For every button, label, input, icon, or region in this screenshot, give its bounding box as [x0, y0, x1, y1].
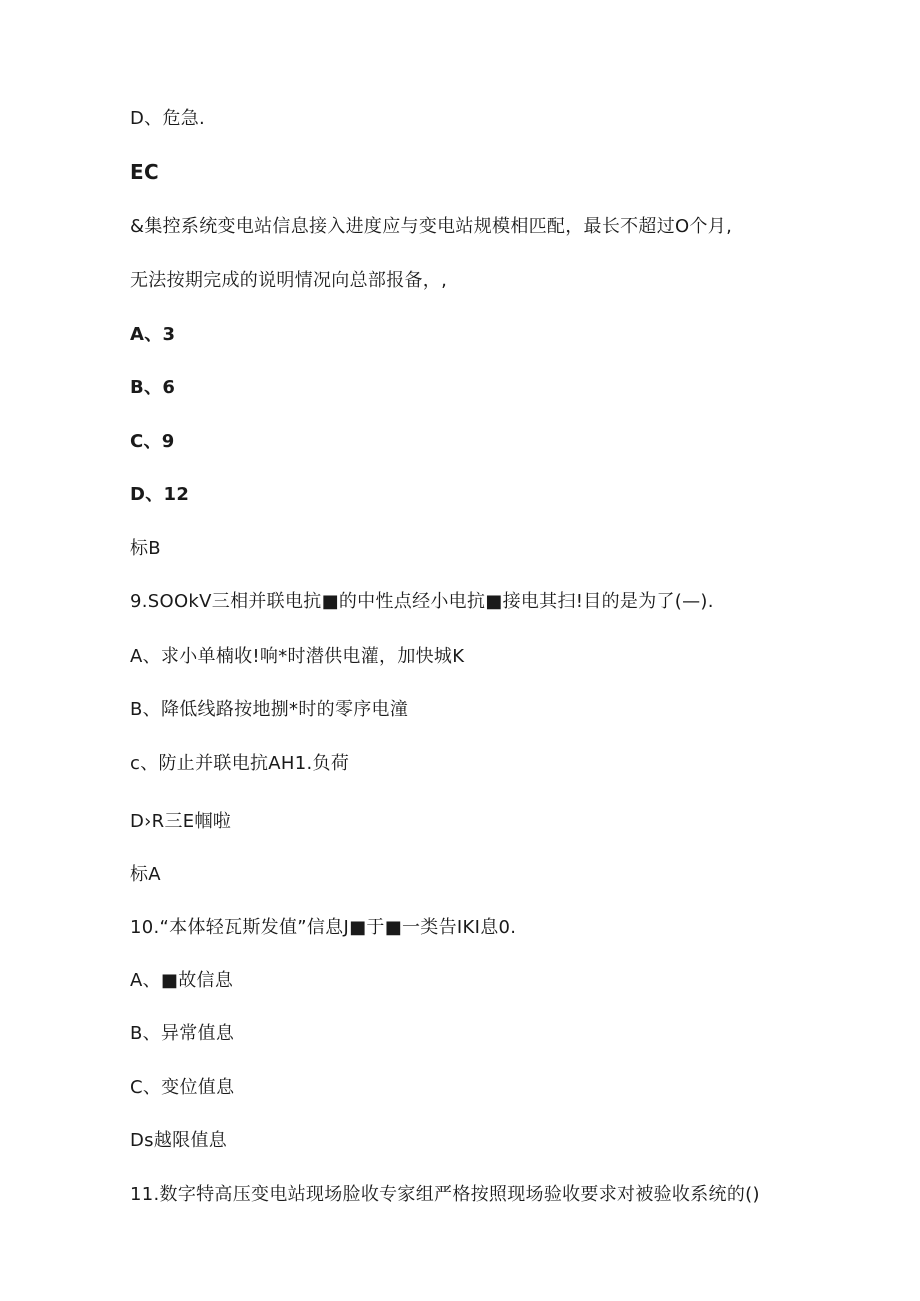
question-8-text-line-1: &集控系统变电站信息接入进度应与变电站规模相匹配，最长不超过O个月,: [130, 216, 733, 237]
question-11-text: 11.数字特高压变电站现场脸收专家组严格按照现场验收要求对被验收系统的(): [130, 1184, 760, 1205]
option-d-q8: D、12: [130, 484, 190, 505]
option-b-q8: B、6: [130, 377, 176, 398]
question-9-text: 9.SOOkV三相并联电抗■的中性点经小电抗■接电其扫!目的是为了(—).: [130, 591, 714, 612]
option-c-q8: C、9: [130, 431, 175, 452]
answer-q9: 标A: [130, 864, 161, 885]
option-c-q10: C、变位值息: [130, 1077, 235, 1098]
answer-q7: EC: [130, 160, 159, 184]
option-a-q8: A、3: [130, 324, 176, 345]
option-b-q10: B、异常值息: [130, 1023, 235, 1044]
option-b-q9: B、降低线路按地捌*时的零序电潼: [130, 699, 409, 720]
question-10-text: 10.“本体轻瓦斯发值”信息J■于■一类告IKI息0.: [130, 917, 517, 938]
option-d-q10: Ds越限值息: [130, 1130, 228, 1151]
option-d-q7: D、危急.: [130, 108, 206, 129]
option-c-q9: c、防止并联电抗AH1.负荷: [130, 753, 350, 774]
option-a-q9: A、求小单楠收!响*时潜供电灌，加快城K: [130, 646, 465, 667]
option-a-q10: A、■故信息: [130, 970, 234, 991]
option-d-q9: D›R三E帼啦: [130, 811, 232, 832]
question-8-text-line-2: 无法按期完成的说明情况向总部报备，,: [130, 270, 448, 291]
answer-q8: 标B: [130, 538, 161, 559]
